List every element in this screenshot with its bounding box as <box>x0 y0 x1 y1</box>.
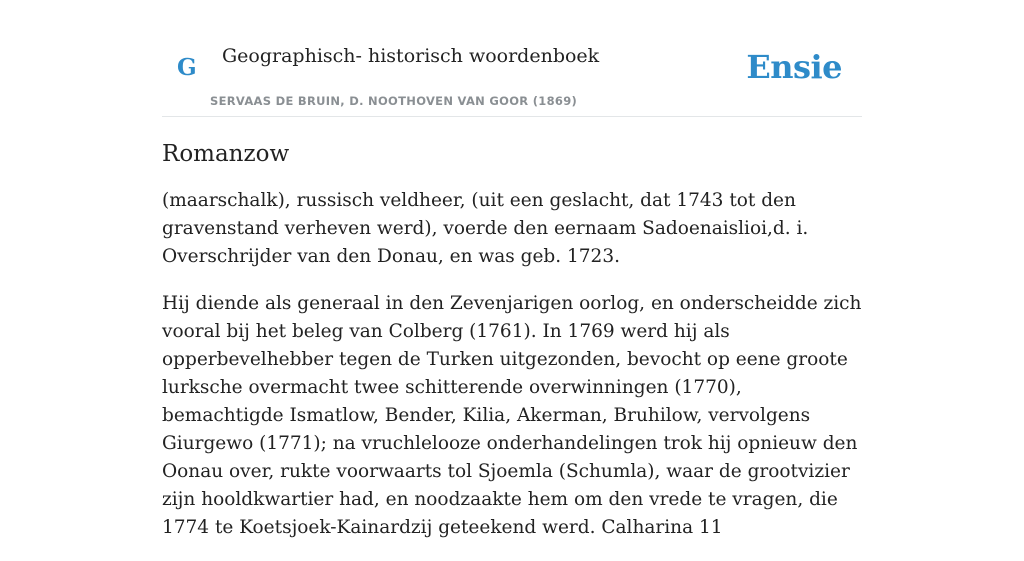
entry-paragraph: (maarschalk), russisch veldheer, (uit een geslacht, dat 1743 tot den gravenstand verheven werd), voerde den eernaam Sadoenaislioi,d. i. Overschrijder van den Donau, en was geb. 1723. <box>162 190 809 267</box>
book-title-link[interactable]: Geographisch- historisch woordenboek <box>222 45 600 67</box>
entry-title: Romanzow <box>162 141 290 167</box>
page <box>162 0 862 561</box>
dictionary-logo-icon[interactable]: G <box>177 54 197 81</box>
entry-body <box>162 187 862 542</box>
entry-paragraph: Hij diende als generaal in den Zevenjarigen oorlog, en onderscheidde zich vooral bij het beleg van Colberg (1761). In 1769 werd hij als opperbevelhebber tegen de Turken uitgezonden, bevocht op eene groote lurksche overmacht twee schitterende overwinningen (1770), bemachtigde Ismatlow, Bender, Kilia, Akerman, Bruhilow, vervolgens Giurgewo (1771); na vruchlelooze onderhandelingen trok hij opnieuw den Oonau over, rukte voorwaarts tol Sjoemla (Schumla), waar de grootvizier zijn hooldkwartier had, en noodzaakte hem om den vrede te vragen, die 1774 te Koetsjoek-Kainardzij geteekend werd. Calharina 11 <box>162 293 862 538</box>
header <box>162 0 862 117</box>
ensie-logo[interactable]: Ensie <box>746 48 842 86</box>
book-authors: SERVAAS DE BRUIN, D. NOOTHOVEN VAN GOOR (1869) <box>210 94 578 108</box>
